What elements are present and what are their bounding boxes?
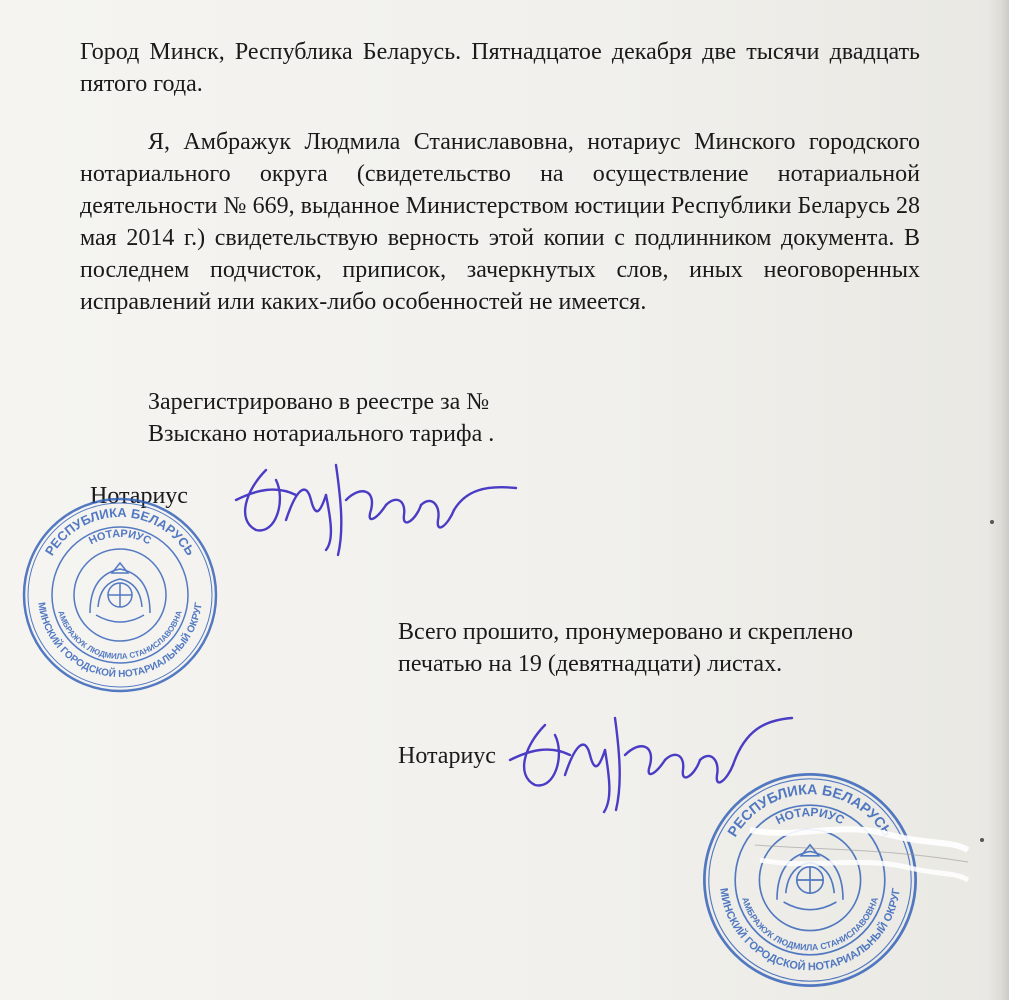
seal-lower-text: АМБРАЖУК ЛЮДМИЛА СТАНИСЛАВОВНА bbox=[740, 895, 880, 953]
seal-bottom-text: МИНСКИЙ ГОРОДСКОЙ НОТАРИАЛЬНЫЙ ОКРУГ bbox=[35, 601, 205, 681]
certification-paragraph: Я, Амбражук Людмила Станиславовна, нотариус Минского городского нотариального округа (свидетельство на осуществление нотариальной деятельности № 669, выданное Министерством юстиции Республики Беларусь 28 мая 2014 г.) свидетельствую верность этой копии с подлинником документа. В последнем подчисток, приписок, зачеркнутых слов, иных неоговоренных исправлений или каких-либо особенностей не имеется. bbox=[80, 129, 920, 315]
binding-hole bbox=[980, 838, 984, 842]
seal-bottom-text: МИНСКИЙ ГОРОДСКОЙ НОТАРИАЛЬНЫЙ ОКРУГ bbox=[717, 887, 903, 974]
tariff-line: Взыскано нотариального тарифа . bbox=[148, 421, 495, 447]
seal-inner-text: НОТАРИУС bbox=[87, 527, 153, 548]
city-date-line: Город Минск, Республика Беларусь. Пятнадцатое декабря две тысячи двадцать пятого года. bbox=[80, 39, 920, 97]
page-edge-shadow bbox=[987, 0, 1009, 1000]
seal-outer-text: РЕСПУБЛИКА БЕЛАРУСЬ bbox=[725, 782, 895, 840]
notary-signature-first bbox=[226, 450, 526, 580]
notary-seal-first bbox=[20, 495, 220, 695]
notary-label-second: Нотариус bbox=[398, 743, 496, 769]
notary-label-first: Нотариус bbox=[90, 483, 188, 509]
coat-of-arms-icon bbox=[90, 563, 150, 622]
notary-signature-second bbox=[500, 700, 800, 830]
seal-outer-text: РЕСПУБЛИКА БЕЛАРУСЬ bbox=[41, 504, 199, 559]
seal-lower-text: АМБРАЖУК ЛЮДМИЛА СТАНИСЛАВОВНА bbox=[56, 609, 184, 662]
binding-statement: Всего прошито, пронумеровано и скреплено печатью на 19 (девятнадцати) листах. bbox=[398, 619, 854, 677]
registry-line: Зарегистрировано в реестре за № bbox=[148, 389, 490, 415]
binding-hole bbox=[990, 520, 994, 524]
seal-inner-text: НОТАРИУС bbox=[773, 805, 847, 828]
